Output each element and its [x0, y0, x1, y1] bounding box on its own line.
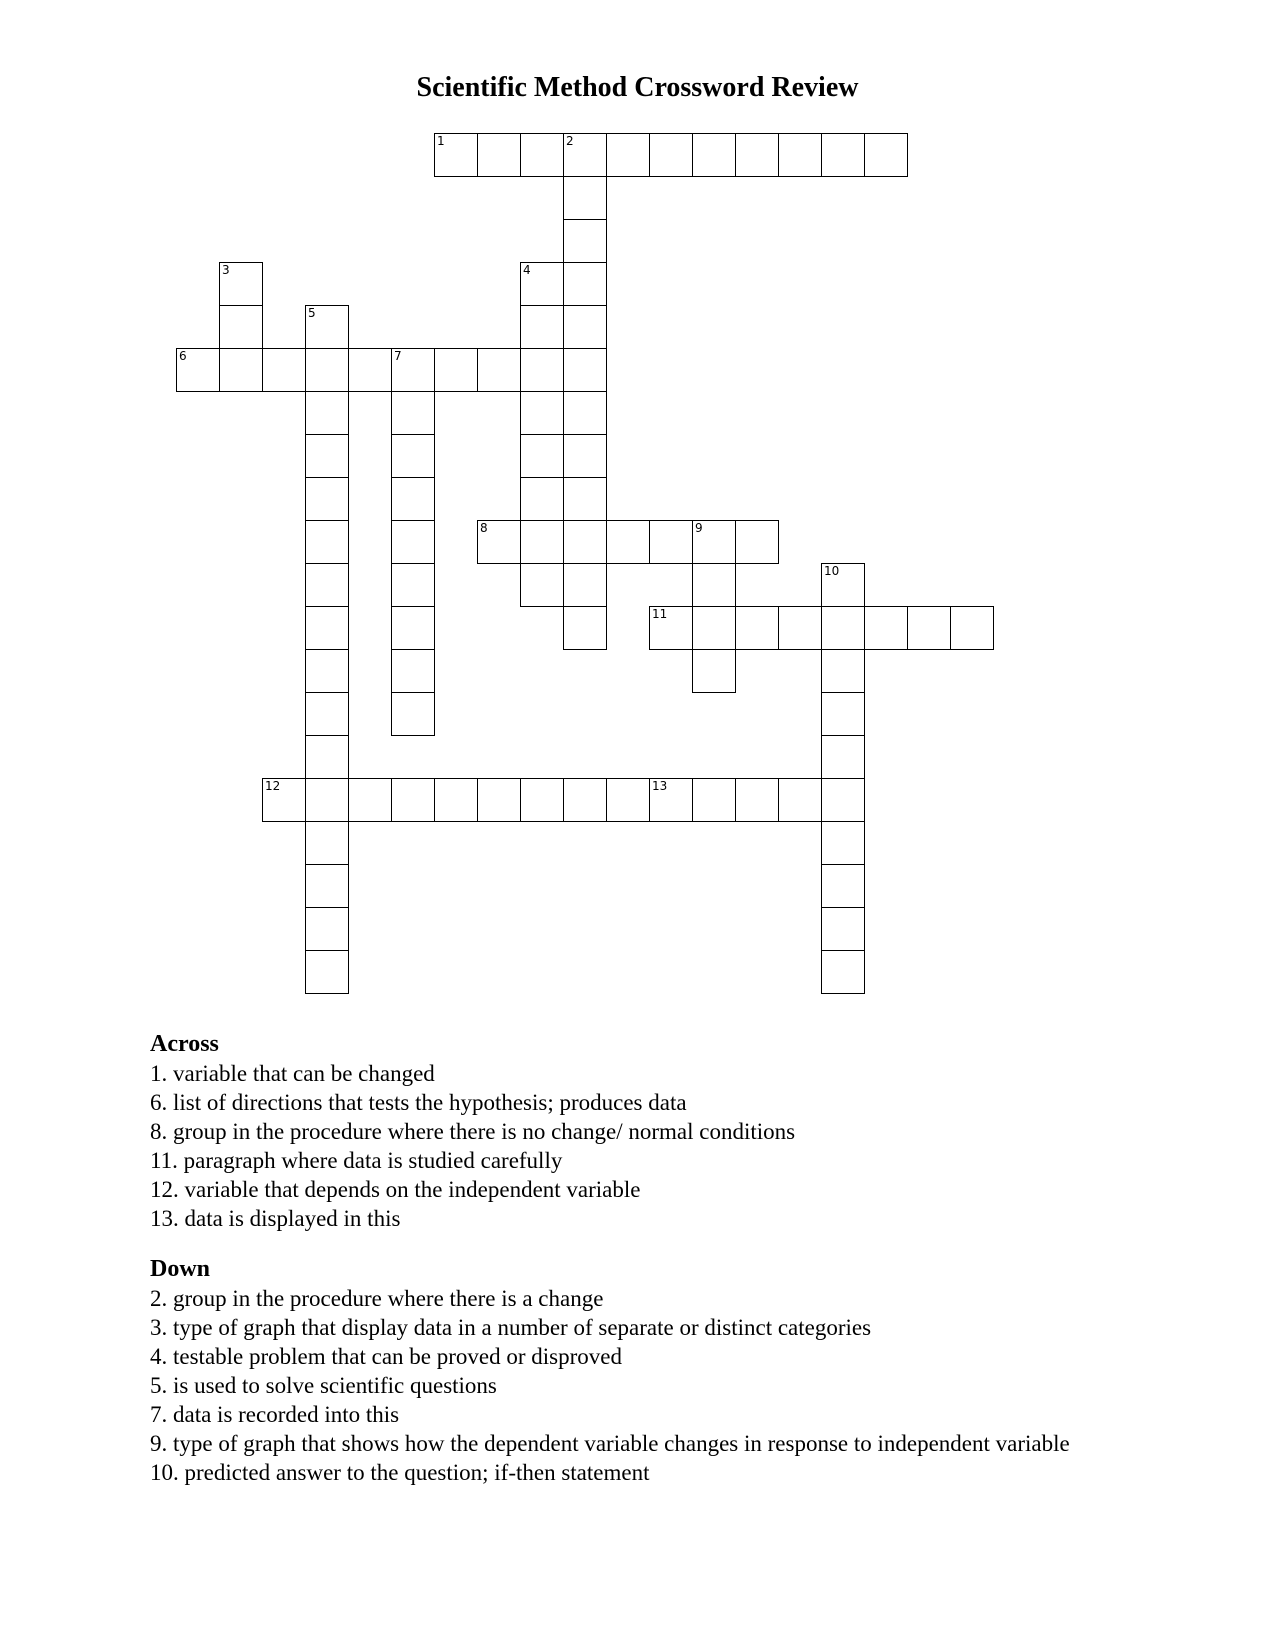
crossword-cell[interactable]: [219, 305, 263, 349]
crossword-cell[interactable]: [305, 735, 349, 779]
crossword-cell[interactable]: [305, 305, 349, 349]
across-clues: [150, 1030, 1150, 1233]
crossword-cell[interactable]: [305, 778, 349, 822]
crossword-cell[interactable]: [649, 133, 693, 177]
crossword-cell[interactable]: [434, 778, 478, 822]
crossword-cell[interactable]: [305, 950, 349, 994]
crossword-cell[interactable]: [477, 520, 521, 564]
clue-across-8: 8. group in the procedure where there is no change/ normal conditions: [150, 1119, 796, 1144]
crossword-cell[interactable]: [563, 520, 607, 564]
crossword-cell[interactable]: [821, 606, 865, 650]
crossword-cell[interactable]: [692, 520, 736, 564]
clue-down-2: 2. group in the procedure where there is a change: [150, 1286, 604, 1311]
crossword-cell[interactable]: [563, 477, 607, 521]
crossword-cell[interactable]: [434, 348, 478, 392]
clue-number: 9: [695, 521, 703, 535]
crossword-cell[interactable]: [821, 778, 865, 822]
crossword-cell[interactable]: [821, 649, 865, 693]
crossword-cell[interactable]: [692, 778, 736, 822]
crossword-cell[interactable]: [735, 133, 779, 177]
crossword-cell[interactable]: [778, 778, 822, 822]
crossword-cell[interactable]: [391, 434, 435, 478]
crossword-cell[interactable]: [391, 649, 435, 693]
clue-down-10: 10. predicted answer to the question; if-then statement: [150, 1460, 650, 1485]
crossword-cell[interactable]: [735, 520, 779, 564]
crossword-cell[interactable]: [434, 133, 478, 177]
crossword-cell[interactable]: [520, 305, 564, 349]
crossword-cell[interactable]: [305, 477, 349, 521]
crossword-cell[interactable]: [520, 262, 564, 306]
crossword-cell[interactable]: [563, 133, 607, 177]
crossword-cell[interactable]: [563, 348, 607, 392]
crossword-cell[interactable]: [520, 778, 564, 822]
crossword-cell[interactable]: [477, 348, 521, 392]
clue-across-11: 11. paragraph where data is studied carefully: [150, 1148, 563, 1173]
clue-number: 3: [222, 263, 230, 277]
crossword-cell[interactable]: [305, 864, 349, 908]
clue-number: 2: [566, 134, 574, 148]
crossword-cell[interactable]: [391, 520, 435, 564]
crossword-cell[interactable]: [305, 348, 349, 392]
crossword-cell[interactable]: [219, 348, 263, 392]
clue-number: 13: [652, 779, 668, 793]
crossword-cell[interactable]: [219, 262, 263, 306]
crossword-cell[interactable]: [606, 520, 650, 564]
crossword-cell[interactable]: [391, 606, 435, 650]
crossword-cell[interactable]: [520, 563, 564, 607]
clue-across-12: 12. variable that depends on the independent variable: [150, 1177, 641, 1202]
crossword-cell[interactable]: [305, 821, 349, 865]
crossword-cell[interactable]: [563, 778, 607, 822]
clue-number: 6: [179, 349, 187, 363]
crossword-cell[interactable]: [305, 563, 349, 607]
crossword-cell[interactable]: [391, 778, 435, 822]
crossword-cell[interactable]: [606, 778, 650, 822]
crossword-cell[interactable]: [821, 735, 865, 779]
crossword-cell[interactable]: [821, 821, 865, 865]
crossword-cell[interactable]: [262, 778, 306, 822]
clue-number: 8: [480, 521, 488, 535]
crossword-cell[interactable]: [735, 778, 779, 822]
crossword-cell[interactable]: [563, 219, 607, 263]
crossword-cell[interactable]: [563, 391, 607, 435]
crossword-cell[interactable]: [305, 434, 349, 478]
crossword-cell[interactable]: [305, 520, 349, 564]
crossword-cell[interactable]: [563, 176, 607, 220]
crossword-cell[interactable]: [692, 649, 736, 693]
crossword-cell[interactable]: [821, 692, 865, 736]
crossword-cell[interactable]: [520, 520, 564, 564]
down-clues: [150, 1255, 1150, 1487]
clue-number: 11: [652, 607, 668, 621]
crossword-cell[interactable]: [649, 520, 693, 564]
crossword-cell[interactable]: [563, 434, 607, 478]
crossword-cell[interactable]: [563, 262, 607, 306]
crossword-cell[interactable]: [305, 907, 349, 951]
crossword-cell[interactable]: [305, 391, 349, 435]
crossword-cell[interactable]: [305, 606, 349, 650]
crossword-cell[interactable]: [692, 133, 736, 177]
crossword-cell[interactable]: [778, 133, 822, 177]
crossword-cell[interactable]: [821, 864, 865, 908]
crossword-cell[interactable]: [692, 563, 736, 607]
clue-number: 4: [523, 263, 531, 277]
crossword-cell[interactable]: [520, 477, 564, 521]
clue-across-13: 13. data is displayed in this: [150, 1206, 401, 1231]
crossword-cell[interactable]: [477, 778, 521, 822]
crossword-cell[interactable]: [563, 305, 607, 349]
clue-down-7: 7. data is recorded into this: [150, 1402, 400, 1427]
crossword-cell[interactable]: [477, 133, 521, 177]
crossword-cell[interactable]: [735, 606, 779, 650]
clue-number: 5: [308, 306, 316, 320]
crossword-cell[interactable]: [821, 133, 865, 177]
crossword-cell[interactable]: [950, 606, 994, 650]
page-title: Scientific Method Crossword Review: [416, 72, 859, 103]
crossword-cell[interactable]: [391, 477, 435, 521]
clue-number: 1: [437, 134, 445, 148]
across-heading: Across: [150, 1031, 219, 1057]
crossword-cell[interactable]: [176, 348, 220, 392]
crossword-cell[interactable]: [606, 133, 650, 177]
crossword-cell[interactable]: [391, 563, 435, 607]
crossword-cell[interactable]: [520, 348, 564, 392]
clue-number: 12: [265, 779, 281, 793]
crossword-cell[interactable]: [348, 778, 392, 822]
crossword-cell[interactable]: [391, 348, 435, 392]
clue-number: 7: [394, 349, 402, 363]
crossword-cell[interactable]: [520, 434, 564, 478]
crossword-cell[interactable]: [391, 692, 435, 736]
clue-across-1: 1. variable that can be changed: [150, 1061, 435, 1086]
crossword-cell[interactable]: [391, 391, 435, 435]
crossword-cell[interactable]: [520, 133, 564, 177]
crossword-cell[interactable]: [692, 606, 736, 650]
crossword-cell[interactable]: [778, 606, 822, 650]
clue-number: 10: [824, 564, 840, 578]
crossword-cell[interactable]: [305, 692, 349, 736]
crossword-cell[interactable]: [864, 606, 908, 650]
clue-down-4: 4. testable problem that can be proved or disproved: [150, 1344, 622, 1369]
down-heading: Down: [150, 1256, 211, 1282]
clue-down-3: 3. type of graph that display data in a number of separate or distinct categories: [150, 1315, 872, 1340]
crossword-cell[interactable]: [821, 907, 865, 951]
crossword-cell[interactable]: [907, 606, 951, 650]
crossword-cell[interactable]: [348, 348, 392, 392]
crossword-cell[interactable]: [262, 348, 306, 392]
clue-across-6: 6. list of directions that tests the hypothesis; produces data: [150, 1090, 687, 1115]
crossword-cell[interactable]: [520, 391, 564, 435]
crossword-cell[interactable]: [563, 606, 607, 650]
clue-down-5: 5. is used to solve scientific questions: [150, 1373, 497, 1398]
crossword-cell[interactable]: [864, 133, 908, 177]
crossword-cell[interactable]: [305, 649, 349, 693]
crossword-cell[interactable]: [821, 950, 865, 994]
crossword-cell[interactable]: [649, 778, 693, 822]
crossword-cell[interactable]: [563, 563, 607, 607]
crossword-cell[interactable]: [649, 606, 693, 650]
crossword-cell[interactable]: [821, 563, 865, 607]
clue-down-9: 9. type of graph that shows how the dependent variable changes in response to independent variable: [150, 1431, 1070, 1456]
